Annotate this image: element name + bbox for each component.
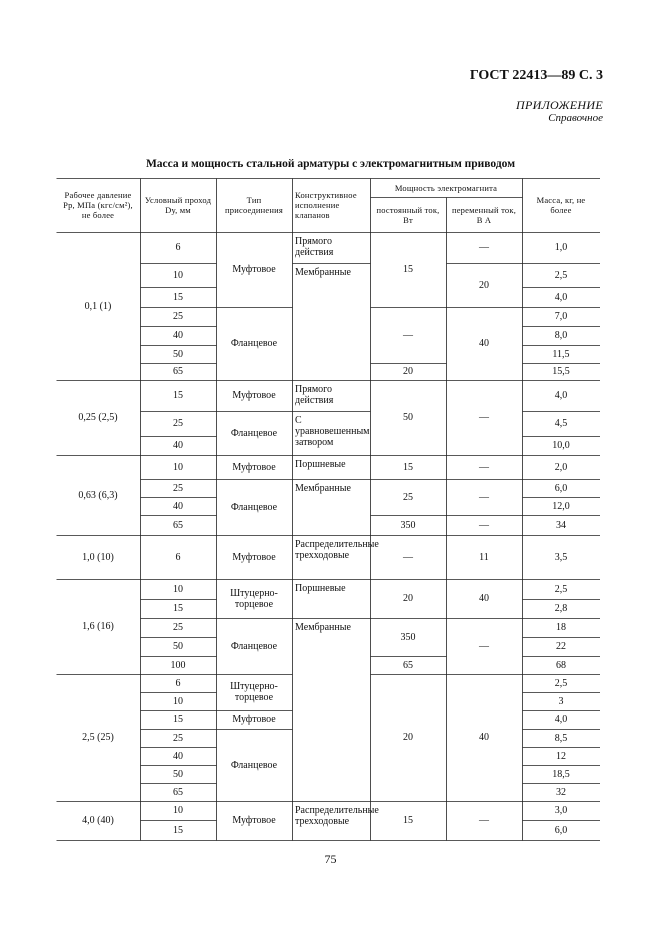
document-code: ГОСТ 22413—89 С. 3: [469, 68, 603, 83]
power-dc-cell: 65: [403, 659, 413, 671]
power-dc-cell: 15: [403, 815, 413, 826]
diameter-cell: 10: [173, 461, 183, 473]
design-cell: Поршневые: [295, 459, 346, 470]
connection-cell: Муфтовое: [232, 815, 276, 826]
mass-cell: 8,5: [554, 732, 568, 744]
power-ac-cell: 11: [479, 551, 489, 563]
connection-cell: Штуцерно-торцевое: [230, 587, 278, 610]
diameter-cell: 15: [173, 291, 183, 303]
power-dc-cell: 15: [403, 461, 413, 473]
mass-cell: 1,0: [554, 242, 568, 253]
power-ac-cell: —: [479, 491, 489, 503]
diameter-cell: 50: [173, 641, 183, 652]
connection-cell: Штуцерно-торцевое: [230, 681, 278, 703]
diameter-cell: 15: [173, 603, 183, 614]
power-ac-cell: —: [479, 412, 489, 423]
mass-cell: 10,0: [552, 440, 570, 451]
connection-cell: Фланцевое: [230, 338, 278, 349]
mass-cell: 2,0: [554, 461, 568, 473]
connection-cell: Муфтовое: [232, 551, 276, 563]
connection-cell: Муфтовое: [232, 714, 276, 725]
diameter-cell: 15: [173, 714, 183, 725]
mass-cell: 2,5: [554, 677, 568, 689]
mass-cell: 6,0: [554, 482, 568, 494]
diameter-cell: 6: [175, 242, 181, 253]
pressure-cell: 1,0 (10): [82, 551, 114, 563]
mass-cell: 4,5: [554, 418, 568, 429]
appendix-type: Справочное: [548, 112, 603, 124]
col-header-power-dc: постоянный ток, Вт: [376, 204, 440, 225]
diameter-cell: 10: [173, 269, 183, 281]
power-ac-cell: 20: [479, 279, 489, 291]
diameter-cell: 40: [173, 500, 183, 512]
pressure-cell: 0,25 (2,5): [78, 412, 118, 423]
diameter-cell: 15: [173, 390, 183, 401]
mass-cell: 3: [558, 695, 564, 707]
col-header-power: Мощность электромагнита: [394, 182, 498, 193]
diameter-cell: 6: [175, 551, 181, 563]
design-cell: Поршневые: [295, 583, 346, 594]
diameter-cell: 25: [173, 482, 183, 494]
power-ac-cell: —: [479, 640, 489, 652]
diameter-cell: 25: [173, 418, 183, 429]
power-ac-cell: —: [479, 242, 489, 253]
pressure-cell: 2,5 (25): [82, 732, 114, 743]
connection-cell: Муфтовое: [232, 264, 276, 275]
power-dc-cell: 350: [400, 631, 416, 643]
col-header-power-ac: переменный ток, В А: [451, 204, 517, 225]
power-ac-cell: —: [479, 815, 489, 826]
power-dc-cell: —: [403, 551, 413, 563]
table-title: Масса и мощность стальной арматуры с электромагнитным приводом: [145, 158, 516, 170]
mass-cell: 4,0: [554, 291, 568, 303]
mass-cell: 2,8: [554, 603, 568, 614]
design-cell: Мембранные: [295, 483, 351, 494]
mass-cell: 8,0: [554, 330, 568, 341]
diameter-cell: 25: [173, 622, 183, 633]
power-dc-cell: 350: [400, 519, 416, 531]
power-dc-cell: —: [403, 329, 413, 341]
mass-cell: 34: [556, 519, 566, 531]
diameter-cell: 25: [173, 732, 183, 744]
data-table: [56, 178, 600, 844]
pressure-cell: 0,63 (6,3): [78, 489, 118, 501]
power-dc-cell: 25: [403, 491, 413, 503]
connection-cell: Муфтовое: [232, 461, 276, 473]
diameter-cell: 10: [173, 583, 183, 595]
appendix-label: ПРИЛОЖЕНИЕ: [516, 98, 603, 112]
col-header-connection: Тип присоединения: [225, 195, 283, 215]
design-cell: Прямого действия: [295, 236, 334, 258]
mass-cell: 22: [556, 641, 566, 652]
connection-cell: Фланцевое: [230, 501, 278, 513]
design-cell: Прямого действия: [295, 384, 334, 406]
diameter-cell: 100: [170, 659, 186, 671]
power-dc-cell: 20: [403, 366, 413, 377]
diameter-cell: 40: [173, 750, 183, 762]
power-dc-cell: 20: [403, 593, 413, 604]
power-dc-cell: 20: [403, 732, 413, 743]
pressure-cell: 0,1 (1): [84, 300, 112, 312]
col-header-mass: Масса, кг, не более: [536, 195, 586, 215]
connection-cell: Фланцевое: [230, 640, 278, 652]
pressure-cell: 1,6 (16): [82, 621, 114, 632]
mass-cell: 2,5: [554, 583, 568, 595]
diameter-cell: 40: [173, 440, 183, 451]
connection-cell: Муфтовое: [232, 390, 276, 401]
pressure-cell: 4,0 (40): [82, 815, 114, 826]
mass-cell: 15,5: [552, 366, 570, 377]
power-ac-cell: 40: [479, 732, 489, 743]
mass-cell: 4,0: [554, 390, 568, 401]
mass-cell: 7,0: [554, 311, 568, 322]
connection-cell: Фланцевое: [230, 759, 278, 771]
design-cell: Мембранные: [295, 622, 351, 633]
diameter-cell: 65: [173, 786, 183, 798]
power-dc-cell: 50: [403, 412, 413, 423]
col-header-pressure: Рабочее давление Pр, МПа (кгс/см²), не более: [63, 190, 133, 220]
diameter-cell: 50: [173, 348, 183, 360]
mass-cell: 6,0: [554, 824, 568, 836]
diameter-cell: 6: [175, 677, 181, 689]
design-cell: Распределительные трехходовые: [295, 539, 379, 561]
mass-cell: 32: [556, 786, 566, 798]
design-cell: Мембранные: [295, 267, 351, 278]
col-header-design: Конструктивное исполнение клапанов: [295, 190, 357, 220]
mass-cell: 11,5: [552, 348, 570, 360]
mass-cell: 68: [556, 659, 566, 671]
diameter-cell: 65: [173, 366, 183, 377]
power-dc-cell: 15: [403, 264, 413, 275]
diameter-cell: 50: [173, 768, 183, 780]
diameter-cell: 15: [173, 824, 183, 836]
mass-cell: 18: [556, 622, 566, 633]
diameter-cell: 10: [173, 805, 183, 816]
mass-cell: 18,5: [552, 768, 570, 780]
mass-cell: 3,0: [554, 805, 568, 816]
diameter-cell: 40: [173, 330, 183, 341]
design-cell: Распределительные трехходовые: [295, 805, 379, 827]
power-ac-cell: —: [479, 519, 489, 531]
col-header-diameter: Условный проход Dу, мм: [144, 195, 212, 215]
diameter-cell: 10: [173, 695, 183, 707]
mass-cell: 4,0: [554, 714, 568, 725]
diameter-cell: 65: [173, 519, 183, 531]
mass-cell: 3,5: [554, 551, 568, 563]
power-ac-cell: 40: [479, 338, 489, 349]
connection-cell: Фланцевое: [230, 427, 278, 439]
design-cell: С уравновешенным затвором: [295, 415, 370, 448]
mass-cell: 2,5: [554, 269, 568, 281]
mass-cell: 12: [556, 750, 566, 762]
mass-cell: 12,0: [552, 500, 570, 512]
diameter-cell: 25: [173, 311, 183, 322]
power-ac-cell: —: [479, 461, 489, 473]
power-ac-cell: 40: [479, 593, 489, 604]
page-number: 75: [324, 852, 337, 866]
